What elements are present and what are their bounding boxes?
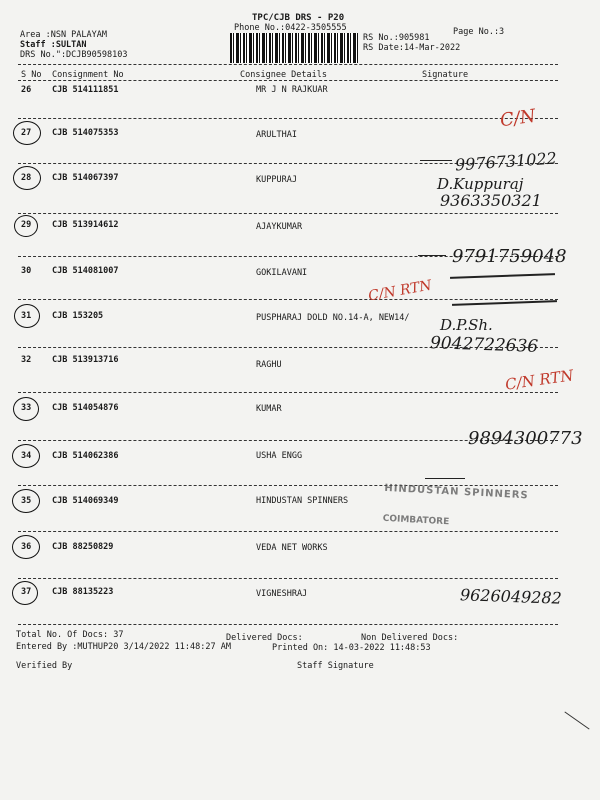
row-sno: 30 xyxy=(21,266,32,276)
handwritten-name: D.Kuppuraj xyxy=(437,175,524,193)
row-sno: 37 xyxy=(21,587,32,597)
area-label: Area :NSN PALAYAM xyxy=(20,30,107,40)
row-consignment: CJB 514054876 xyxy=(52,403,119,413)
phone-number: Phone No.:0422-3505555 xyxy=(234,23,347,33)
row-divider xyxy=(18,485,558,486)
row-consignee: HINDUSTAN SPINNERS xyxy=(256,496,349,506)
handwritten-phone: 9976731022 xyxy=(454,148,558,175)
handwritten-phone: 9791759048 xyxy=(452,246,567,267)
row-consignment: CJB 513913716 xyxy=(52,355,119,365)
handwritten-stroke xyxy=(420,160,452,161)
row-sno: 34 xyxy=(21,451,32,461)
row-sno: 35 xyxy=(21,496,32,506)
row-consignee: AJAYKUMAR xyxy=(256,222,303,232)
row-consignment: CJB 514081007 xyxy=(52,266,119,276)
column-signature: Signature xyxy=(422,70,469,80)
pen-mark xyxy=(564,711,589,729)
printed-on: Printed On: 14-03-2022 11:48:53 xyxy=(272,643,431,653)
handwritten-stroke xyxy=(425,478,465,479)
row-consignee: MR J N RAJKUAR xyxy=(256,85,328,95)
handwritten-phone: 9626049282 xyxy=(459,585,563,608)
stamp-line: HINDUSTAN SPINNERS xyxy=(384,482,529,502)
handwritten-strike xyxy=(450,273,555,279)
row-sno: 33 xyxy=(21,403,32,413)
row-consignment: CJB 153205 xyxy=(52,311,104,321)
delivered-docs: Delivered Docs: xyxy=(226,633,303,643)
row-sno: 36 xyxy=(21,542,32,552)
handwritten-name: D.P.Sh. xyxy=(440,316,493,334)
entered-by: Entered By :MUTHUP20 3/14/2022 11:48:27 AM xyxy=(16,642,231,652)
row-consignee: VIGNESHRAJ xyxy=(256,589,308,599)
barcode xyxy=(230,33,358,63)
row-consignment: CJB 88250829 xyxy=(52,542,114,552)
row-sno: 26 xyxy=(21,85,32,95)
staff-label: Staff :SULTAN xyxy=(20,40,87,50)
handwritten-stroke xyxy=(418,255,446,256)
page-number: Page No.:3 xyxy=(453,27,505,37)
row-consignee: KUPPURAJ xyxy=(256,175,297,185)
row-consignment: CJB 514062386 xyxy=(52,451,119,461)
row-consignee: ARULTHAI xyxy=(256,130,297,140)
row-consignment: CJB 88135223 xyxy=(52,587,114,597)
staff-signature: Staff Signature xyxy=(297,661,374,671)
rs-date: RS Date:14-Mar-2022 xyxy=(363,43,461,53)
row-divider xyxy=(18,299,558,300)
handwritten-phone: 9894300773 xyxy=(468,428,583,449)
column-consignment: Consignment No xyxy=(52,70,124,80)
handwritten-phone: 9042722636 xyxy=(429,333,539,357)
total-docs: Total No. Of Docs: 37 xyxy=(16,630,124,640)
row-consignment: CJB 513914612 xyxy=(52,220,119,230)
row-consignee: PUSPHARAJ DOLD NO.14-A, NEW14/ xyxy=(256,313,410,323)
row-consignee: GOKILAVANI xyxy=(256,268,308,278)
row-consignee: VEDA NET WORKS xyxy=(256,543,328,553)
row-sno: 31 xyxy=(21,311,32,321)
row-consignee: KUMAR xyxy=(256,404,282,414)
rs-number: RS No.:905981 xyxy=(363,33,430,43)
row-divider xyxy=(18,213,558,214)
row-divider xyxy=(18,118,558,119)
row-consignment: CJB 514069349 xyxy=(52,496,119,506)
row-consignment: CJB 514067397 xyxy=(52,173,119,183)
stamp-line: COIMBATORE xyxy=(382,513,450,528)
row-sno: 32 xyxy=(21,355,32,365)
document-title: TPC/CJB DRS - P20 xyxy=(252,13,345,23)
handwritten-cn-note: C/N RTN xyxy=(367,277,433,305)
row-consignee: USHA ENGG xyxy=(256,451,303,461)
column-sno: S No xyxy=(21,70,42,80)
handwritten-phone: 9363350321 xyxy=(440,191,542,210)
drs-number: DRS No.":DCJB90598103 xyxy=(20,50,128,60)
non-delivered-docs: Non Delivered Docs: xyxy=(361,633,459,643)
row-consignment: CJB 514111851 xyxy=(52,85,119,95)
row-consignee: RAGHU xyxy=(256,360,282,370)
header-divider xyxy=(18,64,558,65)
handwritten-cn-note: C/N RTN xyxy=(504,366,575,394)
row-sno: 27 xyxy=(21,128,32,138)
column-divider xyxy=(18,80,558,81)
row-sno: 28 xyxy=(21,173,32,183)
row-consignment: CJB 514075353 xyxy=(52,128,119,138)
row-divider xyxy=(18,578,558,579)
row-divider xyxy=(18,624,558,625)
row-divider xyxy=(18,392,558,393)
company-stamp xyxy=(382,483,545,549)
verified-by: Verified By xyxy=(16,661,73,671)
column-consignee: Consignee Details xyxy=(240,70,327,80)
handwritten-cn-note: C/N xyxy=(498,105,537,132)
row-sno: 29 xyxy=(21,220,32,230)
handwritten-strike xyxy=(452,300,557,306)
